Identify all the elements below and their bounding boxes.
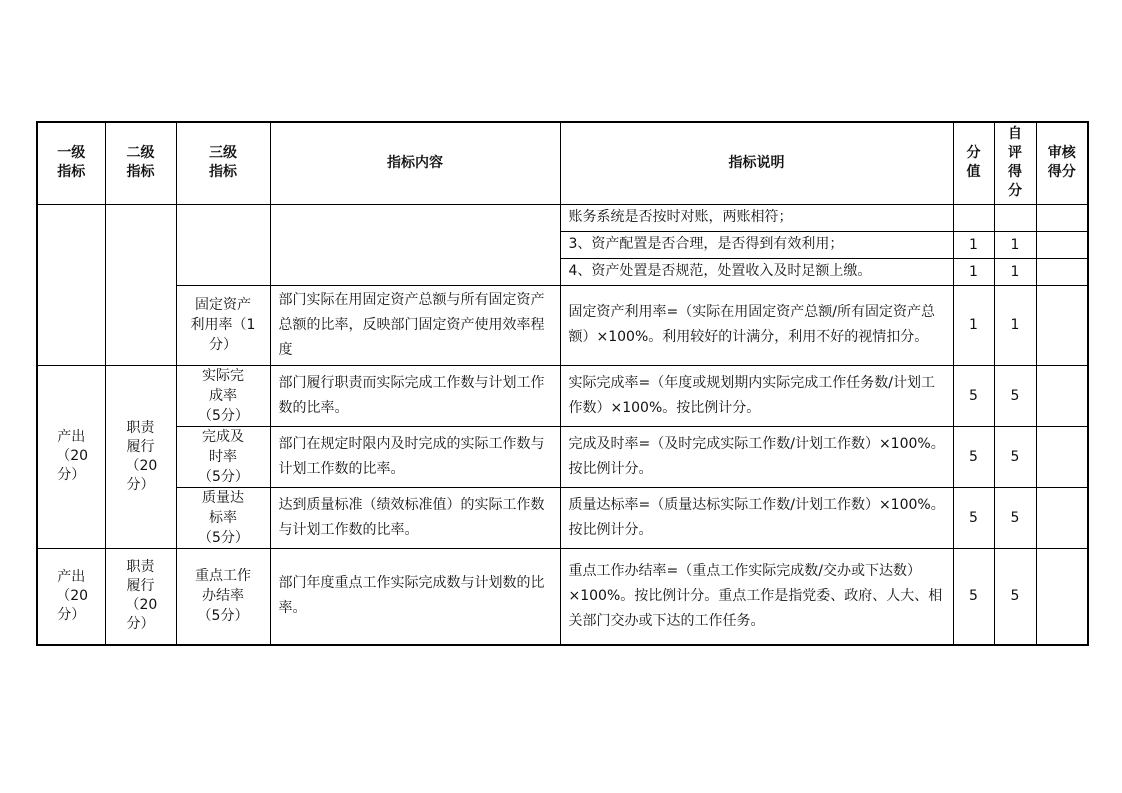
score-cell: 5 xyxy=(953,548,994,645)
self-score-cell: 1 xyxy=(994,285,1036,365)
table-row xyxy=(37,548,1088,645)
audit-score-cell xyxy=(1036,548,1088,645)
self-score-cell xyxy=(994,204,1036,231)
level3-cell: 重点工作办结率（5分） xyxy=(176,548,270,645)
header-row xyxy=(37,122,1088,204)
description-cell: 完成及时率=（及时完成实际工作数/计划工作数）×100%。按比例计分。 xyxy=(560,426,953,487)
table-row xyxy=(37,365,1088,426)
content-cell xyxy=(270,204,560,285)
description-cell: 4、资产处置是否规范，处置收入及时足额上缴。 xyxy=(560,258,953,285)
level3-cell: 完成及时率（5分） xyxy=(176,426,270,487)
table-row xyxy=(37,487,1088,548)
header-level1: 一级指标 xyxy=(37,122,105,204)
score-cell: 1 xyxy=(953,231,994,258)
level3-cell xyxy=(176,204,270,285)
score-cell xyxy=(953,204,994,231)
header-score: 分值 xyxy=(953,122,994,204)
level2-cell: 职责履行（20分） xyxy=(105,548,176,645)
score-cell: 1 xyxy=(953,285,994,365)
header-audit-score: 审核得分 xyxy=(1036,122,1088,204)
content-cell: 部门年度重点工作实际完成数与计划数的比率。 xyxy=(270,548,560,645)
audit-score-cell xyxy=(1036,487,1088,548)
self-score-cell: 1 xyxy=(994,258,1036,285)
header-content: 指标内容 xyxy=(270,122,560,204)
description-cell: 固定资产利用率=（实际在用固定资产总额/所有固定资产总额）×100%。利用较好的计满分，利用不好的视情扣分。 xyxy=(560,285,953,365)
description-cell: 账务系统是否按时对账，两账相符； xyxy=(560,204,953,231)
level1-cell xyxy=(37,204,105,365)
audit-score-cell xyxy=(1036,231,1088,258)
level3-cell: 质量达标率（5分） xyxy=(176,487,270,548)
level2-cell xyxy=(105,204,176,365)
self-score-cell: 5 xyxy=(994,487,1036,548)
audit-score-cell xyxy=(1036,426,1088,487)
content-cell: 部门履行职责而实际完成工作数与计划工作数的比率。 xyxy=(270,365,560,426)
header-self-score: 自评得分 xyxy=(994,122,1036,204)
content-cell: 部门在规定时限内及时完成的实际工作数与计划工作数的比率。 xyxy=(270,426,560,487)
description-cell: 质量达标率=（质量达标实际工作数/计划工作数）×100%。按比例计分。 xyxy=(560,487,953,548)
audit-score-cell xyxy=(1036,258,1088,285)
table-row xyxy=(37,285,1088,365)
description-cell: 重点工作办结率=（重点工作实际完成数/交办或下达数）×100%。按比例计分。重点工作是指党委、政府、人大、相关部门交办或下达的工作任务。 xyxy=(560,548,953,645)
score-cell: 1 xyxy=(953,258,994,285)
self-score-cell: 1 xyxy=(994,231,1036,258)
self-score-cell: 5 xyxy=(994,548,1036,645)
score-cell: 5 xyxy=(953,426,994,487)
audit-score-cell xyxy=(1036,285,1088,365)
score-cell: 5 xyxy=(953,487,994,548)
table-row xyxy=(37,204,1088,231)
description-cell: 实际完成率=（年度或规划期内实际完成工作任务数/计划工作数）×100%。按比例计分。 xyxy=(560,365,953,426)
header-level3: 三级指标 xyxy=(176,122,270,204)
evaluation-table xyxy=(36,121,1089,646)
header-description: 指标说明 xyxy=(560,122,953,204)
self-score-cell: 5 xyxy=(994,426,1036,487)
score-cell: 5 xyxy=(953,365,994,426)
self-score-cell: 5 xyxy=(994,365,1036,426)
level1-cell: 产出（20分） xyxy=(37,548,105,645)
content-cell: 达到质量标准（绩效标准值）的实际工作数与计划工作数的比率。 xyxy=(270,487,560,548)
table-row xyxy=(37,426,1088,487)
level3-cell: 固定资产利用率（1分） xyxy=(176,285,270,365)
content-cell: 部门实际在用固定资产总额与所有固定资产总额的比率，反映部门固定资产使用效率程度 xyxy=(270,285,560,365)
description-cell: 3、资产配置是否合理，是否得到有效利用； xyxy=(560,231,953,258)
level1-cell: 产出（20分） xyxy=(37,365,105,548)
audit-score-cell xyxy=(1036,365,1088,426)
level3-cell: 实际完成率（5分） xyxy=(176,365,270,426)
audit-score-cell xyxy=(1036,204,1088,231)
header-level2: 二级指标 xyxy=(105,122,176,204)
level2-cell: 职责履行（20分） xyxy=(105,365,176,548)
